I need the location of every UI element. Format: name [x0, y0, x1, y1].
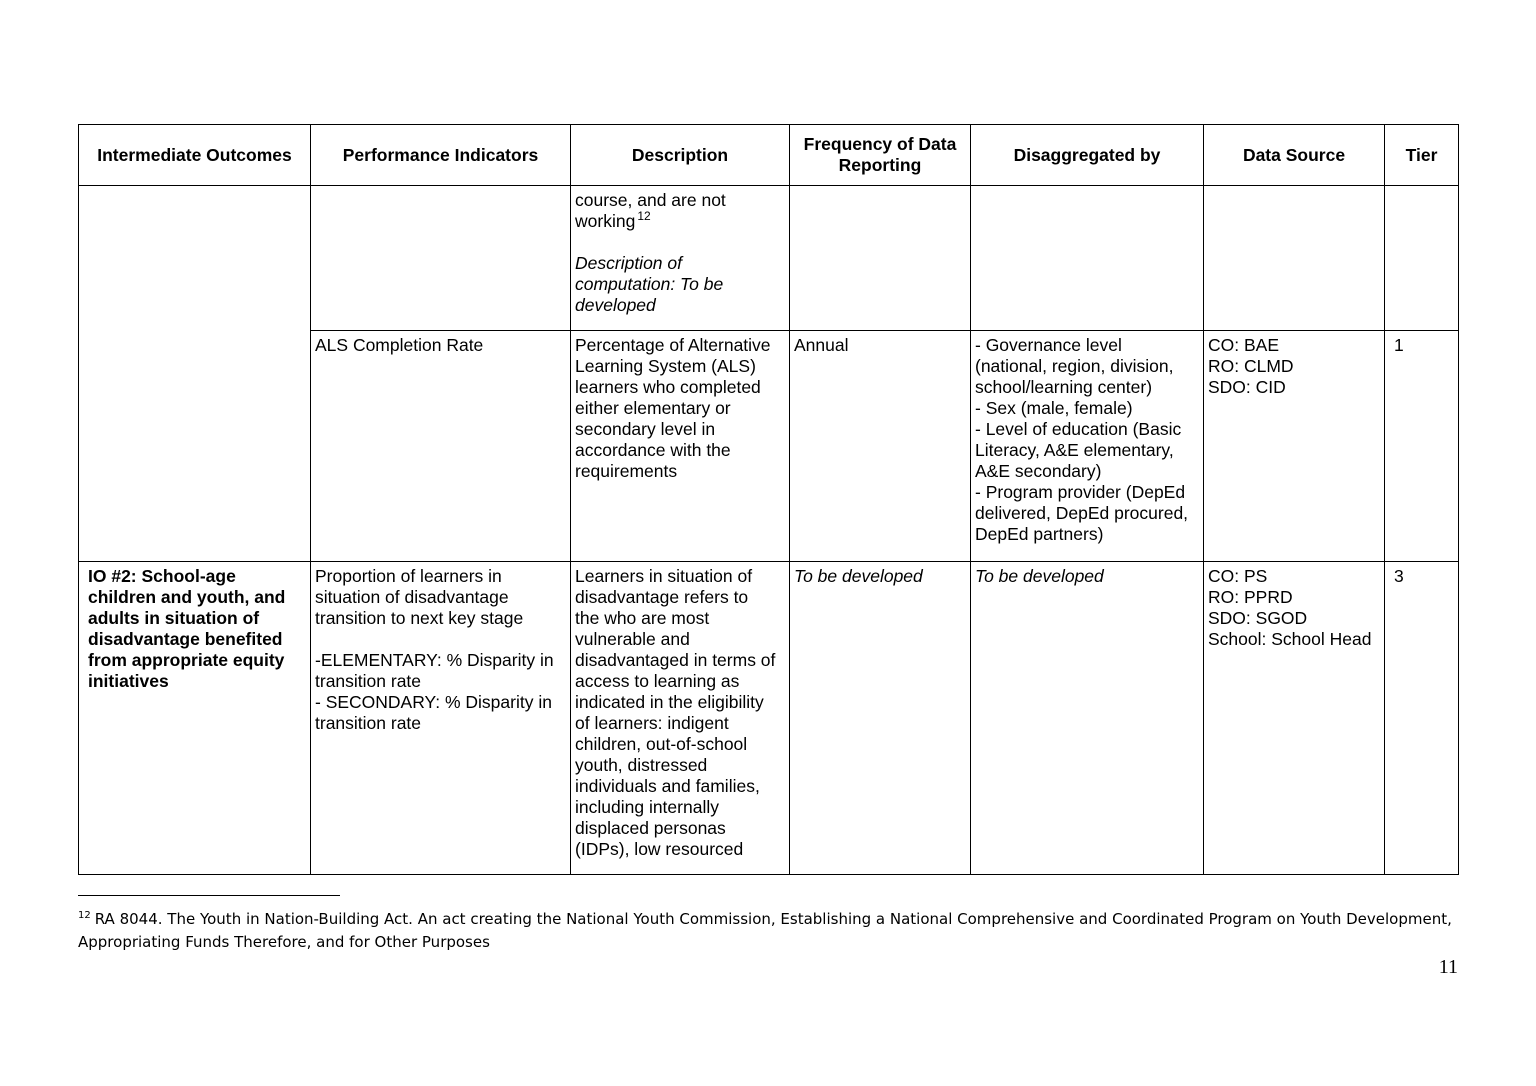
header-intermediate-outcomes: Intermediate Outcomes: [79, 125, 311, 186]
disaggregated-cell: [971, 186, 1204, 331]
description-line: [575, 211, 785, 232]
outcome-line: IO #2: School-age: [88, 566, 236, 586]
disaggregation-text: To be developed: [975, 566, 1104, 586]
frequency-text: Annual: [794, 335, 849, 355]
description-line: Learning System (ALS): [575, 356, 756, 376]
page-number: 11: [1438, 956, 1458, 978]
description-line: course, and are not: [575, 190, 726, 210]
footnote: [78, 908, 1478, 954]
data-source-line: CO: PS: [1208, 566, 1268, 586]
description-line: children, out-of-school: [575, 734, 748, 754]
description-line: either elementary or: [575, 398, 731, 418]
frequency-cell: [790, 331, 971, 562]
disaggregation-line: school/learning center): [975, 377, 1153, 397]
data-source-cell: [1204, 186, 1385, 331]
description-line: requirements: [575, 461, 678, 481]
spacer: [575, 232, 785, 253]
tier-value: 1: [1394, 335, 1404, 355]
outcome-line: adults in situation of: [88, 608, 260, 628]
description-cell: [571, 186, 790, 331]
description-line: displaced personas: [575, 818, 726, 838]
description-line: (IDPs), low resourced: [575, 839, 744, 859]
data-source-line: School: School Head: [1208, 629, 1372, 649]
outcome-line: disadvantage benefited: [88, 629, 283, 649]
indicator-sub-line: transition rate: [315, 713, 422, 733]
description-line: vulnerable and: [575, 629, 690, 649]
description-line: individuals and families,: [575, 776, 760, 796]
computation-line: developed: [575, 295, 656, 315]
disaggregation-line: - Governance level: [975, 335, 1122, 355]
disaggregation-line: A&E secondary): [975, 461, 1102, 481]
data-source-cell: [1204, 562, 1385, 875]
disaggregation-line: - Sex (male, female): [975, 398, 1133, 418]
outcome-line: children and youth, and: [88, 587, 286, 607]
description-cell: [571, 562, 790, 875]
indicator-text: ALS Completion Rate: [315, 335, 484, 355]
disaggregated-cell: [971, 562, 1204, 875]
description-line: access to learning as: [575, 671, 740, 691]
computation-line: computation: To be: [575, 274, 724, 294]
indicator-line: Proportion of learners in: [315, 566, 502, 586]
description-line: Percentage of Alternative: [575, 335, 771, 355]
frequency-cell: [790, 186, 971, 331]
tier-cell: [1385, 562, 1459, 875]
table-row: [79, 186, 1459, 331]
outcome-line: initiatives: [88, 671, 169, 691]
outcome-cell: [79, 562, 311, 875]
table-row: [79, 562, 1459, 875]
results-framework-table: [78, 124, 1459, 875]
footnote-separator: [78, 895, 340, 896]
description-line: of learners: indigent: [575, 713, 729, 733]
disaggregated-cell: [971, 331, 1204, 562]
disaggregation-line: delivered, DepEd procured,: [975, 503, 1189, 523]
table-header-row: [79, 125, 1459, 186]
frequency-text: To be developed: [794, 566, 923, 586]
outcome-line: from appropriate equity: [88, 650, 285, 670]
footnote-number: 12: [78, 910, 91, 921]
data-source-line: SDO: SGOD: [1208, 608, 1308, 628]
data-source-line: CO: BAE: [1208, 335, 1279, 355]
data-source-line: RO: CLMD: [1208, 356, 1294, 376]
computation-line: Description of: [575, 253, 682, 273]
data-source-line: RO: PPRD: [1208, 587, 1293, 607]
disaggregation-line: - Level of education (Basic: [975, 419, 1182, 439]
disaggregation-line: DepEd partners): [975, 524, 1104, 544]
description-line: Learners in situation of: [575, 566, 753, 586]
description-line: disadvantage refers to: [575, 587, 749, 607]
indicator-cell: [311, 186, 571, 331]
header-disaggregated-by: Disaggregated by: [971, 125, 1204, 186]
description-line: accordance with the: [575, 440, 731, 460]
description-line: disadvantaged in terms of: [575, 650, 776, 670]
data-source-cell: [1204, 331, 1385, 562]
description-line: the who are most: [575, 608, 710, 628]
tier-cell: [1385, 331, 1459, 562]
description-line: learners who completed: [575, 377, 761, 397]
indicator-sub-line: transition rate: [315, 671, 422, 691]
outcome-cell-empty: [79, 186, 311, 562]
description-line: secondary level in: [575, 419, 716, 439]
indicator-line: transition to next key stage: [315, 608, 524, 628]
tier-value: 3: [1394, 566, 1404, 586]
indicator-sub-line: -ELEMENTARY: % Disparity in: [315, 650, 554, 670]
description-line: indicated in the eligibility: [575, 692, 764, 712]
footnote-reference: 12: [637, 209, 651, 224]
frequency-cell: [790, 562, 971, 875]
header-description: Description: [571, 125, 790, 186]
description-line: youth, distressed: [575, 755, 708, 775]
tier-cell: [1385, 186, 1459, 331]
footnote-text: RA 8044. The Youth in Nation-Building Act. An act creating the National Youth Commission, Establishing a National Comprehensive and Coordinated Program on Youth Development, Appropriating Funds Therefore, and for Other Purposes: [78, 910, 1452, 951]
indicator-line: situation of disadvantage: [315, 587, 509, 607]
description-text: working: [575, 211, 636, 231]
indicator-sub-line: - SECONDARY: % Disparity in: [315, 692, 552, 712]
data-source-line: SDO: CID: [1208, 377, 1286, 397]
description-cell: [571, 331, 790, 562]
description-line: including internally: [575, 797, 719, 817]
disaggregation-line: (national, region, division,: [975, 356, 1174, 376]
header-frequency: Frequency of Data Reporting: [790, 125, 971, 186]
indicator-cell: [311, 331, 571, 562]
disaggregation-line: Literacy, A&E elementary,: [975, 440, 1174, 460]
spacer: [315, 629, 566, 650]
header-performance-indicators: Performance Indicators: [311, 125, 571, 186]
header-tier: Tier: [1385, 125, 1459, 186]
header-data-source: Data Source: [1204, 125, 1385, 186]
indicator-cell: [311, 562, 571, 875]
disaggregation-line: - Program provider (DepEd: [975, 482, 1186, 502]
